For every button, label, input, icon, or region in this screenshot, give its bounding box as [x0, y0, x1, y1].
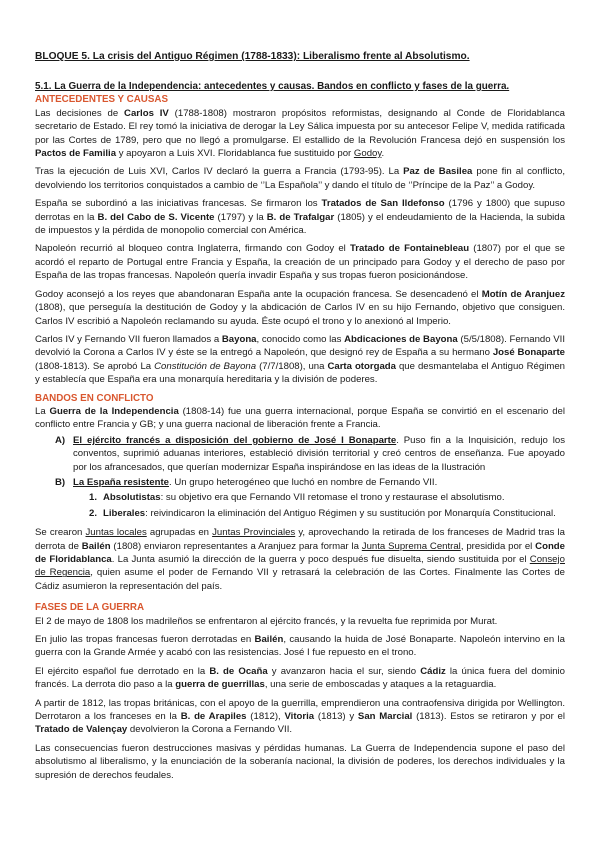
paragraph: El ejército español fue derrotado en la B. de Ocaña y avanzaron hacia el sur, siendo Cádiz la única fuera del dominio francés. La derrota dio paso a la guerra de guerrillas, una serie de emboscadas y ataques a la retaguardia.	[35, 665, 566, 691]
bandos-list	[35, 434, 565, 520]
list-marker: 2.	[89, 507, 98, 519]
sub-list-item	[89, 491, 565, 504]
list-item-text: El ejército francés a disposición del gobierno de José I Bonaparte. Puso fin a la Inquisición, redujo los conventos, suprimió aduanas interiores, estableció división territorial y creó centros de enseñanza. Fue apoyado por los afrancesados, que querían modernizar España inspirándose en las ideas de la Ilustración	[73, 434, 565, 473]
paragraph: El 2 de mayo de 1808 los madrileños se enfrentaron al ejército francés, y la revuelta fue reprimida por Murat.	[35, 615, 498, 627]
paragraph: Las consecuencias fueron destrucciones masivas y pérdidas humanas. La Guerra de Independencia supone el paso del absolutismo al liberalismo, y la enunciación de la soberanía nacional, la división de poderes, los derechos individuales y la supresión de derechos feudales.	[35, 742, 565, 781]
list-item-text: Liberales: reivindicaron la eliminación del Antiguo Régimen y su sustitución por Monarquía Constitucional.	[103, 507, 556, 519]
list-marker: 1.	[89, 492, 98, 504]
heading-bandos: BANDOS EN CONFLICTO	[35, 392, 154, 404]
sub-list	[73, 491, 565, 520]
section-title: 5.1. La Guerra de la Independencia: antecedentes y causas. Bandos en conflicto y fases de la guerra.	[35, 81, 510, 92]
paragraph: Se crearon Juntas locales agrupadas en Juntas Provinciales y, aprovechando la retirada de los franceses de Madrid tras la derrota de Bailén (1808) enviaron representantes a Aranjuez para formar la Junta Suprema Central, presidida por el Conde de Floridablanca. La Junta asumió la dirección de la guerra y poco después fue disuelta, siendo sustituida por el Consejo de Regencia, quien asume el poder de Fernando VII y retrasará la celebración de las Cortes. Finalmente las Cortes de Cádiz asumieron la representación del país.	[35, 527, 566, 592]
list-marker: B)	[55, 476, 66, 488]
paragraph: España se subordinó a las iniciativas francesas. Se firmaron los Tratados de San Ildefonso (1796 y 1800) que supuso derrotas en la B. del Cabo de S. Vicente (1797) y la B. de Trafalgar (1805) y el endeudamiento de la Hacienda, la subida de impuestos y la pérdida de monopolio comercial con América.	[35, 198, 565, 237]
list-marker: A)	[55, 434, 66, 446]
heading-antecedentes: ANTECEDENTES Y CAUSAS	[35, 94, 169, 106]
list-item-text: La España resistente. Un grupo heterogéneo que luchó en nombre de Fernando VII.	[73, 476, 438, 488]
paragraph: En julio las tropas francesas fueron derrotadas en Bailén, causando la huida de José Bonaparte. Napoleón intervino en la guerra con la Grande Armée y acabó con las resistencias. José I fue repuesto en el trono.	[35, 634, 566, 659]
list-item-text: Absolutistas: su objetivo era que Fernando VII retomase el trono y restaurase el absolutismo.	[103, 492, 505, 504]
page-title: BLOQUE 5. La crisis del Antiguo Régimen (1788-1833): Liberalismo frente al Absolutismo.	[35, 51, 470, 62]
heading-fases: FASES DE LA GUERRA	[35, 602, 145, 614]
paragraph: Tras la ejecución de Luis XVI, Carlos IV declaró la guerra a Francia (1793-95). La Paz de Basilea pone fin al conflicto, devolviendo los territorios conquistados a cambio de ‘’La Española’’ y dando el título de ‘’Príncipe de la Paz’’ a Godoy.	[35, 166, 565, 191]
paragraph: La Guerra de la Independencia (1808-14) fue una guerra internacional, porque España se convirtió en el escenario del conflicto entre Francia y GB; y una guerra nacional de liberación frente a Francia.	[35, 405, 565, 431]
paragraph: Godoy aconsejó a los reyes que abandonaran España ante la ocupación francesa. Se desencadenó el Motín de Aranjuez (1808), que perseguía la destitución de Godoy y la abdicación de Carlos IV en su hijo Fernando, objetivo que consiguen. Carlos IV escribió a Napoleón reclamando su ayuda. Éste ocupó el trono y lo anexionó al Imperio.	[35, 288, 565, 327]
document-body	[35, 80, 565, 787]
sub-list-item	[89, 507, 565, 520]
paragraph: Napoleón recurrió al bloqueo contra Inglaterra, firmando con Godoy el Tratado de Fontainebleau (1807) por el que se acordó el reparto de Portugal entre Francia y España, la creación de un principado para Godoy y el derecho de paso por España de las tropas francesas. Napoleón quería invadir España y sus tropas fueron posicionándose.	[35, 243, 565, 282]
list-item	[55, 434, 565, 474]
paragraph: Carlos IV y Fernando VII fueron llamados a Bayona, conocido como las Abdicaciones de Bayona (5/5/1808). Fernando VII devolvió la Corona a Carlos IV y éste se la entregó a Napoleón, que designó rey de España a su hermano José Bonaparte (1808-1813). Se aprobó La Constitución de Bayona (7/7/1808), una Carta otorgada que desmantelaba el Antiguo Régimen y establecía que España era una monarquía hereditaria y la división de poderes.	[35, 333, 566, 386]
list-item	[55, 476, 565, 520]
paragraph: Las decisiones de Carlos IV (1788-1808) mostraron propósitos reformistas, designando al Conde de Floridablanca secretario de Estado. El rey tomó la iniciativa de derogar la Ley Sálica impuesta por su antecesor Felipe V, medida ratificada por las Cortes de 1789, pero que no llegó a promulgarse. El estallido de la Revolución Francesa dejó en suspensión los Pactos de Familia y apoyaron a Luis XVI. Floridablanca fue sustituido por Godoy.	[35, 107, 565, 160]
paragraph: A partir de 1812, las tropas británicas, con el apoyo de la guerrilla, emprendieron una contraofensiva dirigida por Wellington. Derrotaron a los franceses en la B. de Arapiles (1812), Vitoria (1813) y San Marcial (1813). Estos se retiraron y por el Tratado de Valençay devolvieron la Corona a Fernando VII.	[35, 697, 565, 736]
